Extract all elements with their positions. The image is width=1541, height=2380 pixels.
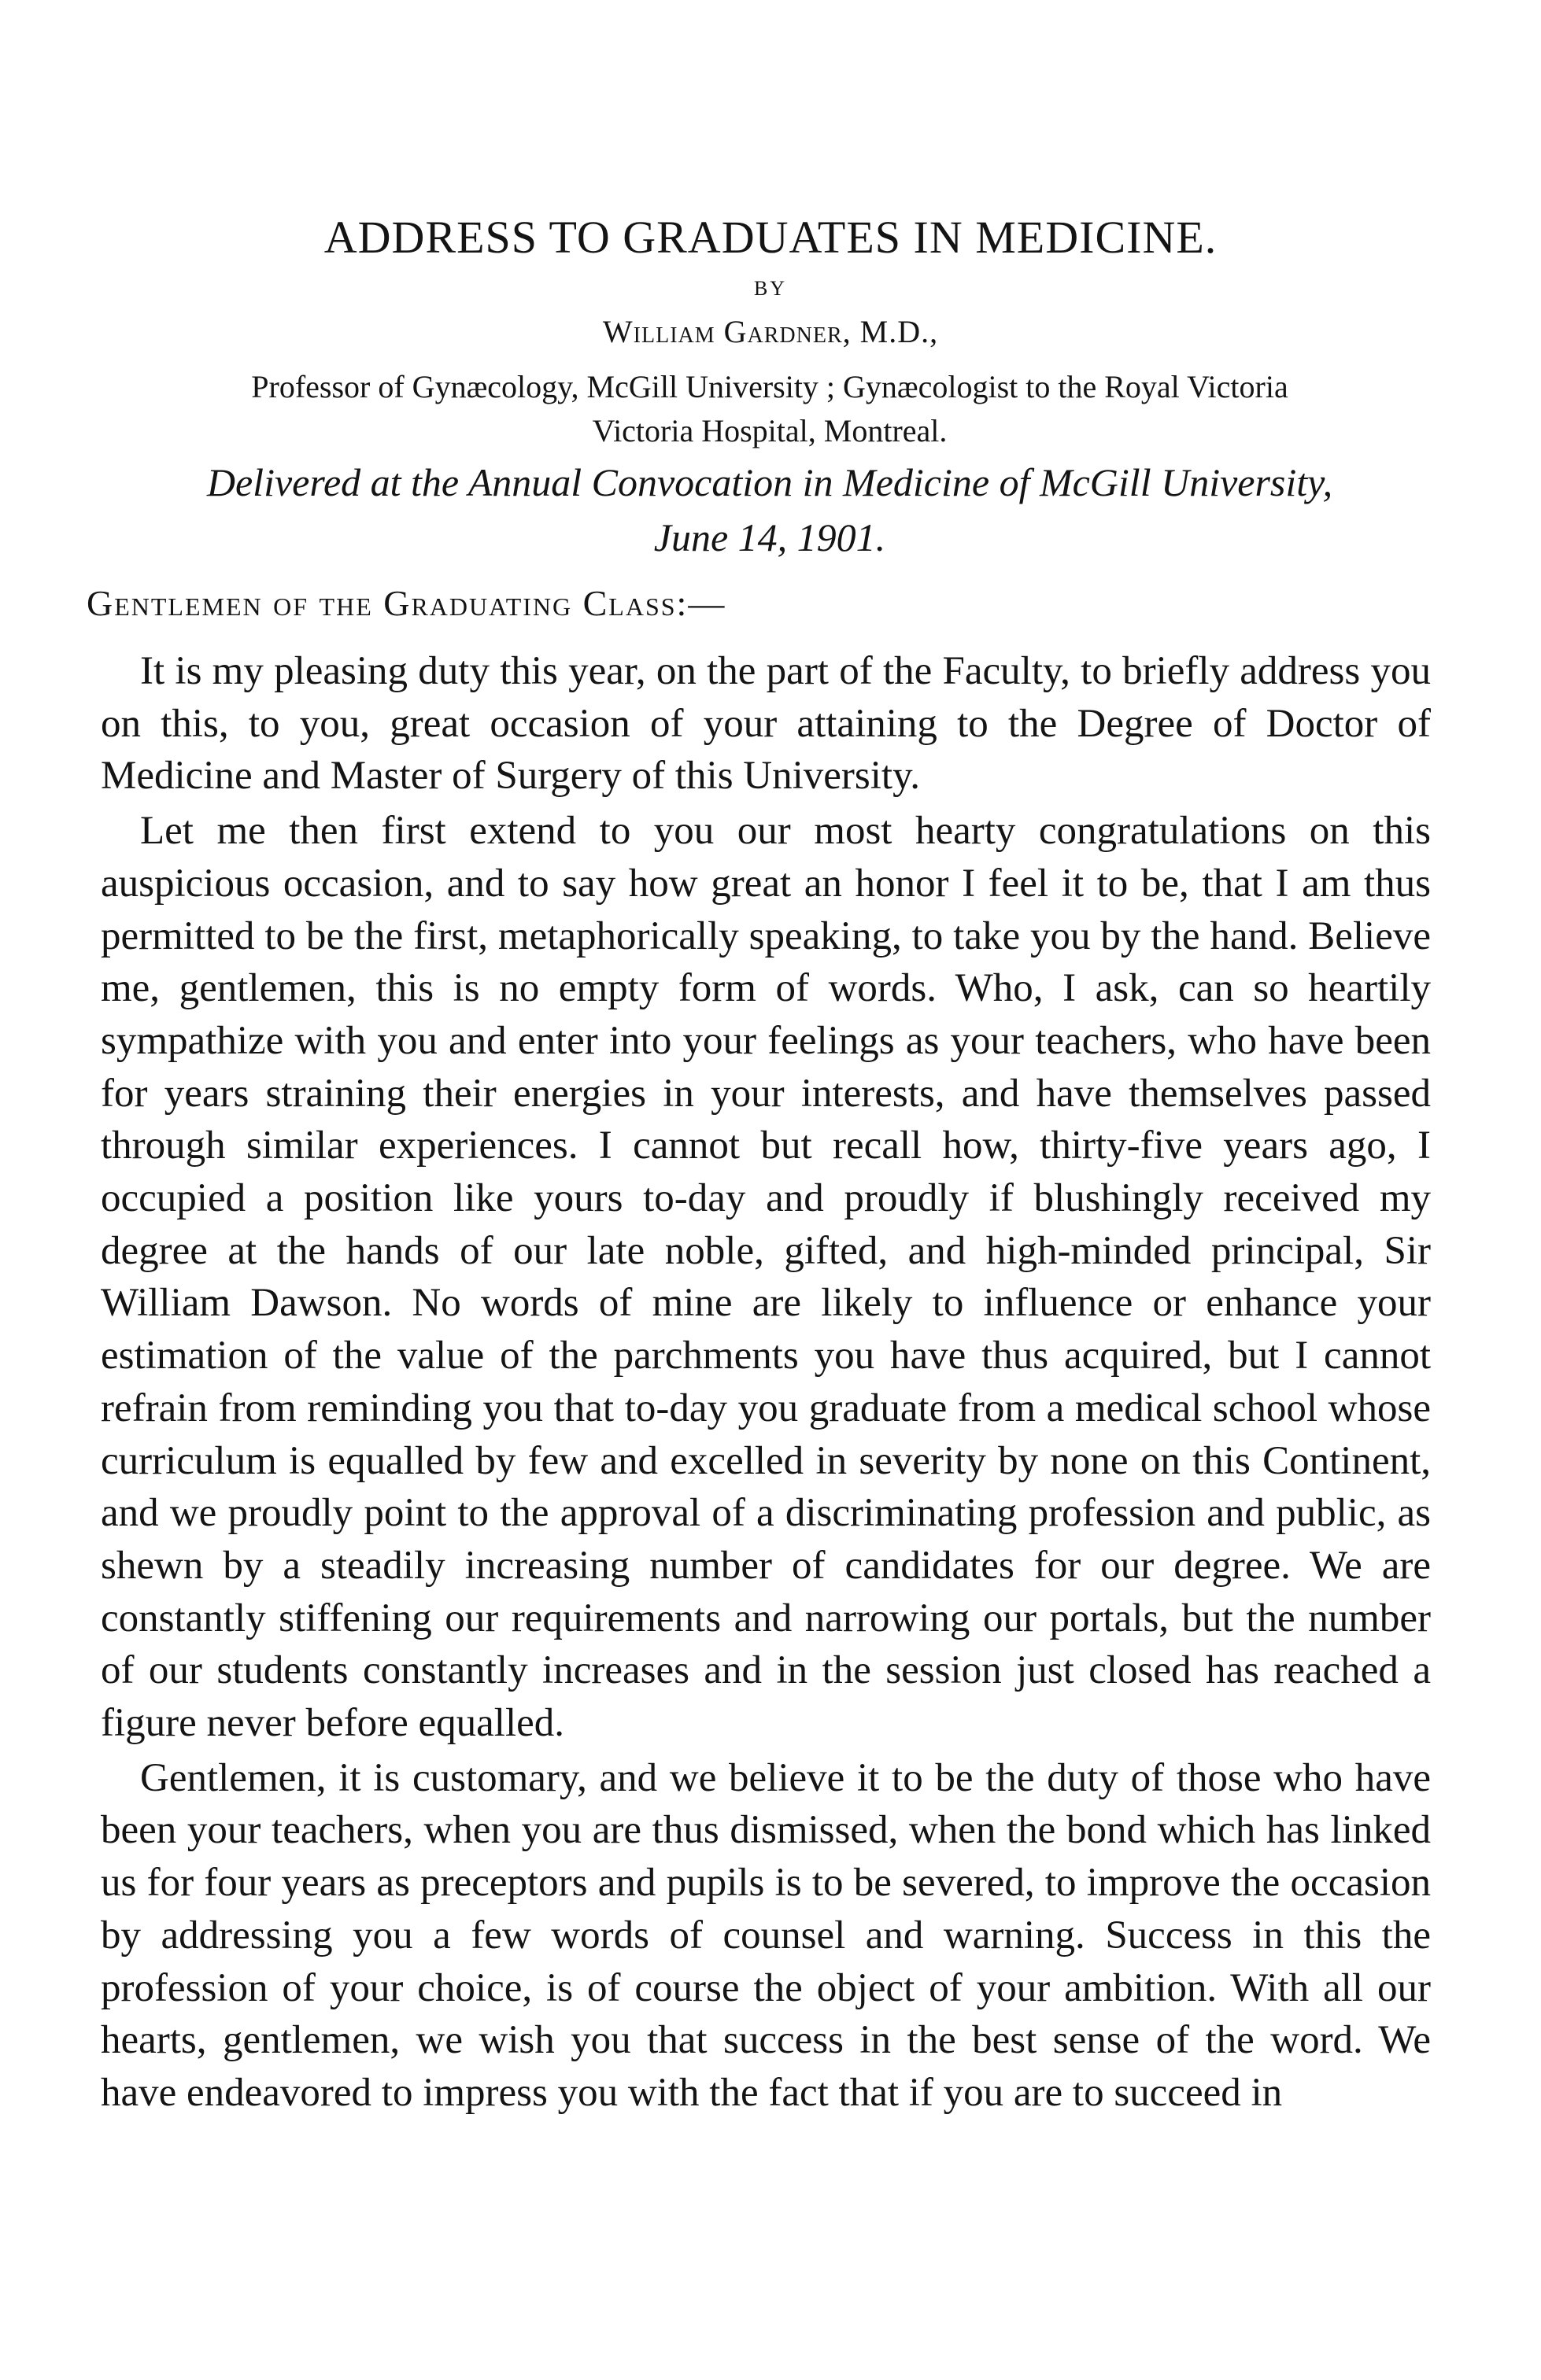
paragraph: Gentlemen, it is customary, and we believe it to be the duty of those who have been your teachers, when you are thus dismissed, when the bond which has linked us for four years as preceptors and pupils is to be severed, to improve the occasion by addressing you a few words of counsel and warning. Success in this the profession of your choice, is of course the object of your ambition. With all our hearts, gentlemen, we wish you that success in the best sense of the word. We have endeavored to impress you with the fact that if you are to succeed in [101,1755,1431,2115]
author-affiliation [85,365,1454,453]
page-title: ADDRESS TO GRADUATES IN MEDICINE. [323,212,1218,263]
salutation: Gentlemen of the Graduating Class:— [87,583,726,623]
affiliation-line: Victoria Hospital, Montreal. [592,413,948,448]
delivery-note [85,455,1454,565]
affiliation-line: Professor of Gynæcology, McGill University ; Gynæcologist to the Royal Victoria [251,369,1288,404]
address-body [101,645,1431,2120]
delivery-note-line: Delivered at the Annual Convocation in Medicine of McGill University, [206,460,1333,504]
paragraph: Let me then first extend to you our most hearty congratulations on this auspicious occasion, and to say how great an honor I feel it to be, that I am thus permitted to be the first, metaphorically speaking, to take you by the hand. Believe me, gentlemen, this is no empty form of words. Who, I ask, can so heartily sympathize with you and enter into your feelings as your teachers, who have been for years straining their energies in your interests, and have themselves passed through similar experiences. I cannot but recall how, thirty-five years ago, I occupied a position like yours to-day and proudly if blushingly received my degree at the hands of our late noble, gifted, and high-minded principal, Sir William Dawson. No words of mine are likely to influence or enhance your estimation of the value of the parchments you have thus acquired, but I cannot refrain from reminding you that to-day you graduate from a medical school whose curriculum is equalled by few and excelled in severity by none on this Continent, and we proudly point to the approval of a discriminating profession and public, as shewn by a steadily increasing number of candidates for our degree. We are constantly stiffening our requirements and narrowing our portals, but the number of our students constantly increases and in the session just closed has reached a figure never before equalled. [101,809,1431,1746]
author-name: William Gardner, M.D., [602,314,939,349]
paragraph: It is my pleasing duty this year, on the part of the Faculty, to briefly address you on this, to you, great occasion of your attaining to the Degree of Doctor of Medicine and Master of Surgery of this University. [101,649,1431,799]
delivery-date: June 14, 1901. [653,515,886,559]
byline-label: BY [753,277,788,300]
